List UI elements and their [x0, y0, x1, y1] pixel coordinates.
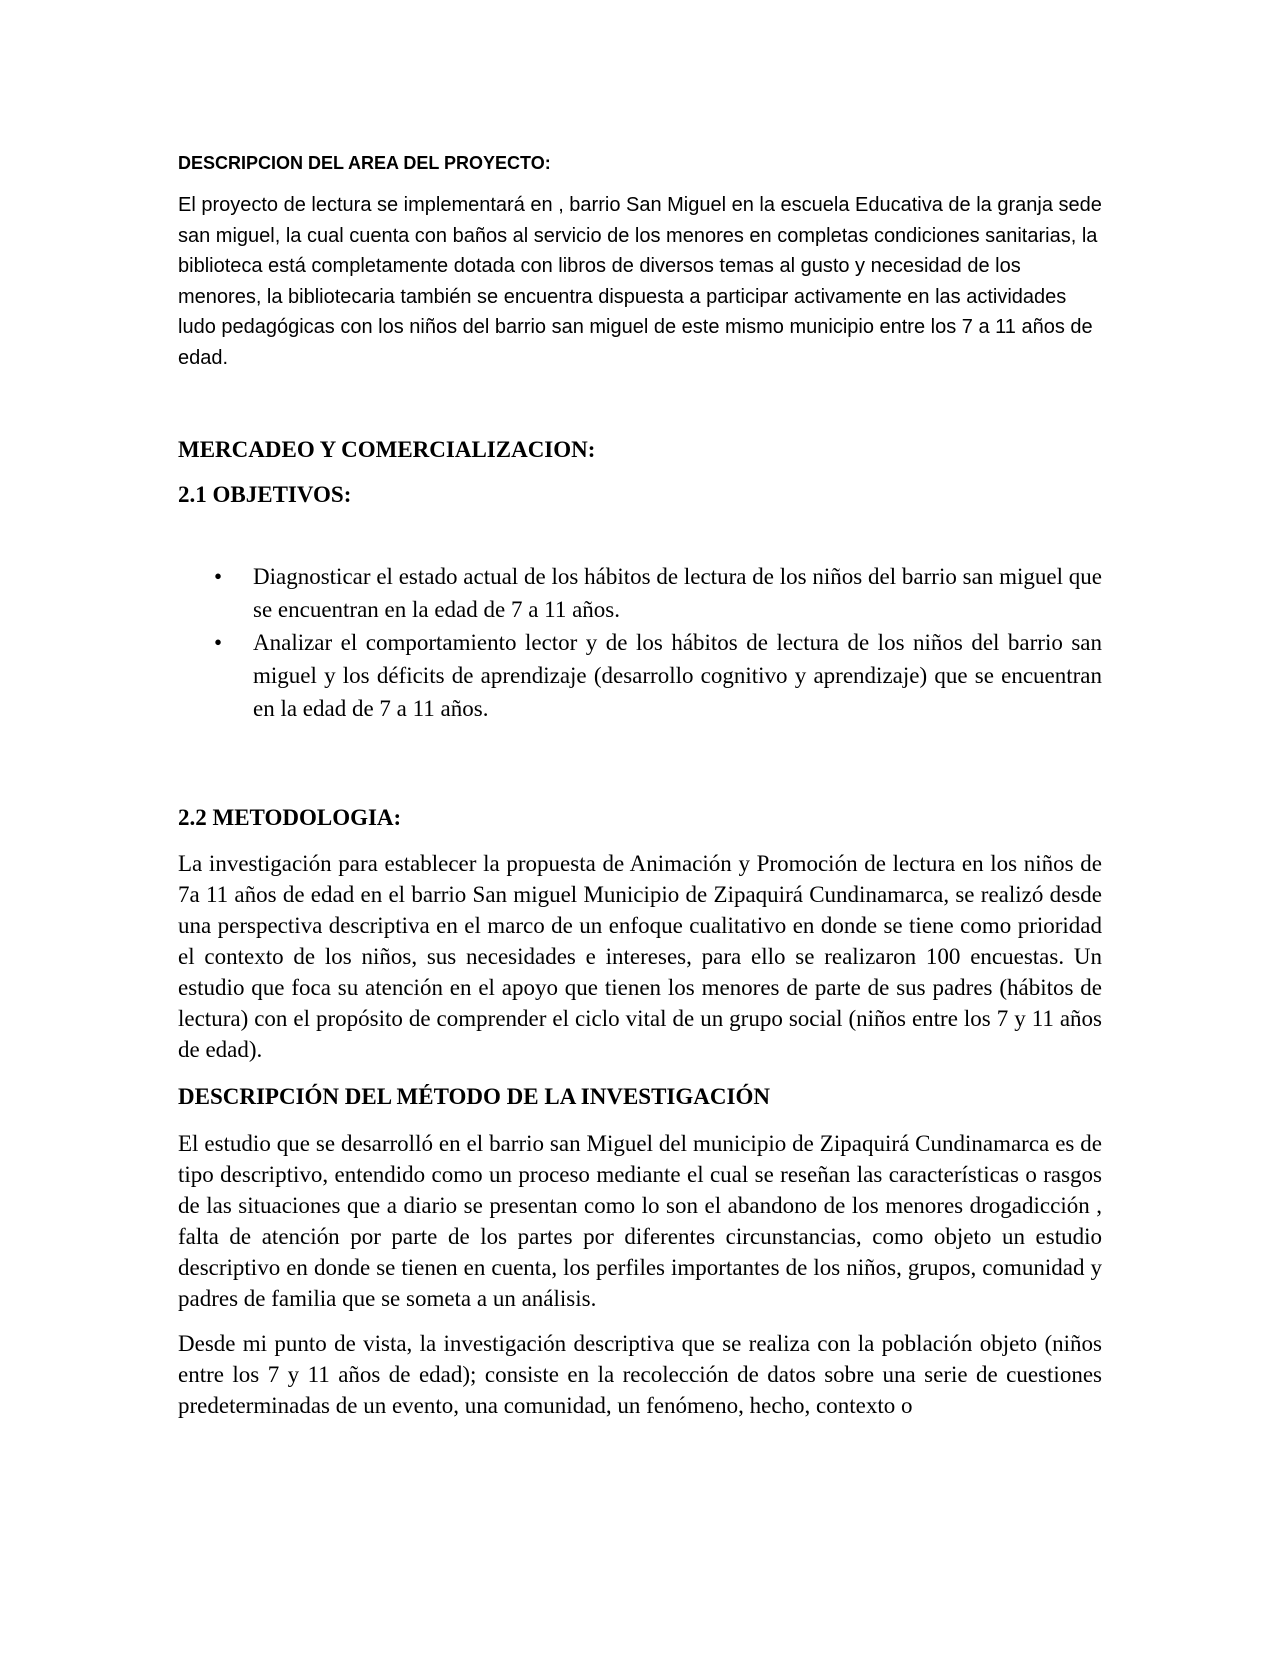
method-description-heading: DESCRIPCIÓN DEL MÉTODO DE LA INVESTIGACIÓN — [178, 1084, 770, 1109]
project-area-paragraph: El proyecto de lectura se implementará en , barrio San Miguel en la escuela Educativa de la granja sede san miguel, la cual cuenta con baños al servicio de los menores en completas condiciones sanitarias, la biblioteca está completamente dotada con libros de diversos temas al gusto y necesidad de los menores, la bibliotecaria también se encuentra dispuesta a participar activamente en las actividades ludo pedagógicas con los niños del barrio san miguel de este mismo municipio entre los 7 a 11 años de edad. — [178, 194, 1102, 369]
bullet-icon: • — [214, 630, 223, 655]
list-item — [178, 626, 1102, 725]
list-item — [178, 560, 1102, 626]
project-area-heading: DESCRIPCION DEL AREA DEL PROYECTO: — [178, 153, 551, 173]
document-content — [178, 150, 1102, 1421]
marketing-heading: MERCADEO Y COMERCIALIZACION: — [178, 437, 596, 462]
bullet-icon: • — [214, 564, 223, 589]
objective-text: Analizar el comportamiento lector y de los hábitos de lectura de los niños del barrio san miguel y los déficits de aprendizaje (desarrollo cognitivo y aprendizaje) que se encuentran en la edad de 7 a 11 años. — [253, 630, 1102, 721]
objectives-heading: 2.1 OBJETIVOS: — [178, 482, 352, 507]
method-description-paragraph-1: El estudio que se desarrolló en el barrio san Miguel del municipio de Zipaquirá Cundinamarca es de tipo descriptivo, entendido como un proceso mediante el cual se reseñan las características o rasgos de las situaciones que a diario se presentan como lo son el abandono de los menores drogadicción , falta de atención por parte de los partes por diferentes circunstancias, como objeto un estudio descriptivo en donde se tienen en cuenta, los perfiles importantes de los niños, grupos, comunidad y padres de familia que se someta a un análisis. — [178, 1131, 1102, 1311]
method-description-paragraph-2: Desde mi punto de vista, la investigación descriptiva que se realiza con la población objeto (niños entre los 7 y 11 años de edad); consiste en la recolección de datos sobre una serie de cuestiones predeterminadas de un evento, una comunidad, un fenómeno, hecho, contexto o — [178, 1331, 1102, 1418]
objective-text: Diagnosticar el estado actual de los hábitos de lectura de los niños del barrio san miguel que se encuentran en la edad de 7 a 11 años. — [253, 564, 1102, 622]
methodology-paragraph: La investigación para establecer la propuesta de Animación y Promoción de lectura en los niños de 7a 11 años de edad en el barrio San miguel Municipio de Zipaquirá Cundinamarca, se realizó desde una perspectiva descriptiva en el marco de un enfoque cualitativo en donde se tiene como prioridad el contexto de los niños, sus necesidades e intereses, para ello se realizaron 100 encuestas. Un estudio que foca su atención en el apoyo que tienen los menores de parte de sus padres (hábitos de lectura) con el propósito de comprender el ciclo vital de un grupo social (niños entre los 7 y 11 años de edad). — [178, 851, 1102, 1062]
methodology-heading: 2.2 METODOLOGIA: — [178, 805, 402, 830]
objectives-list — [178, 560, 1102, 725]
